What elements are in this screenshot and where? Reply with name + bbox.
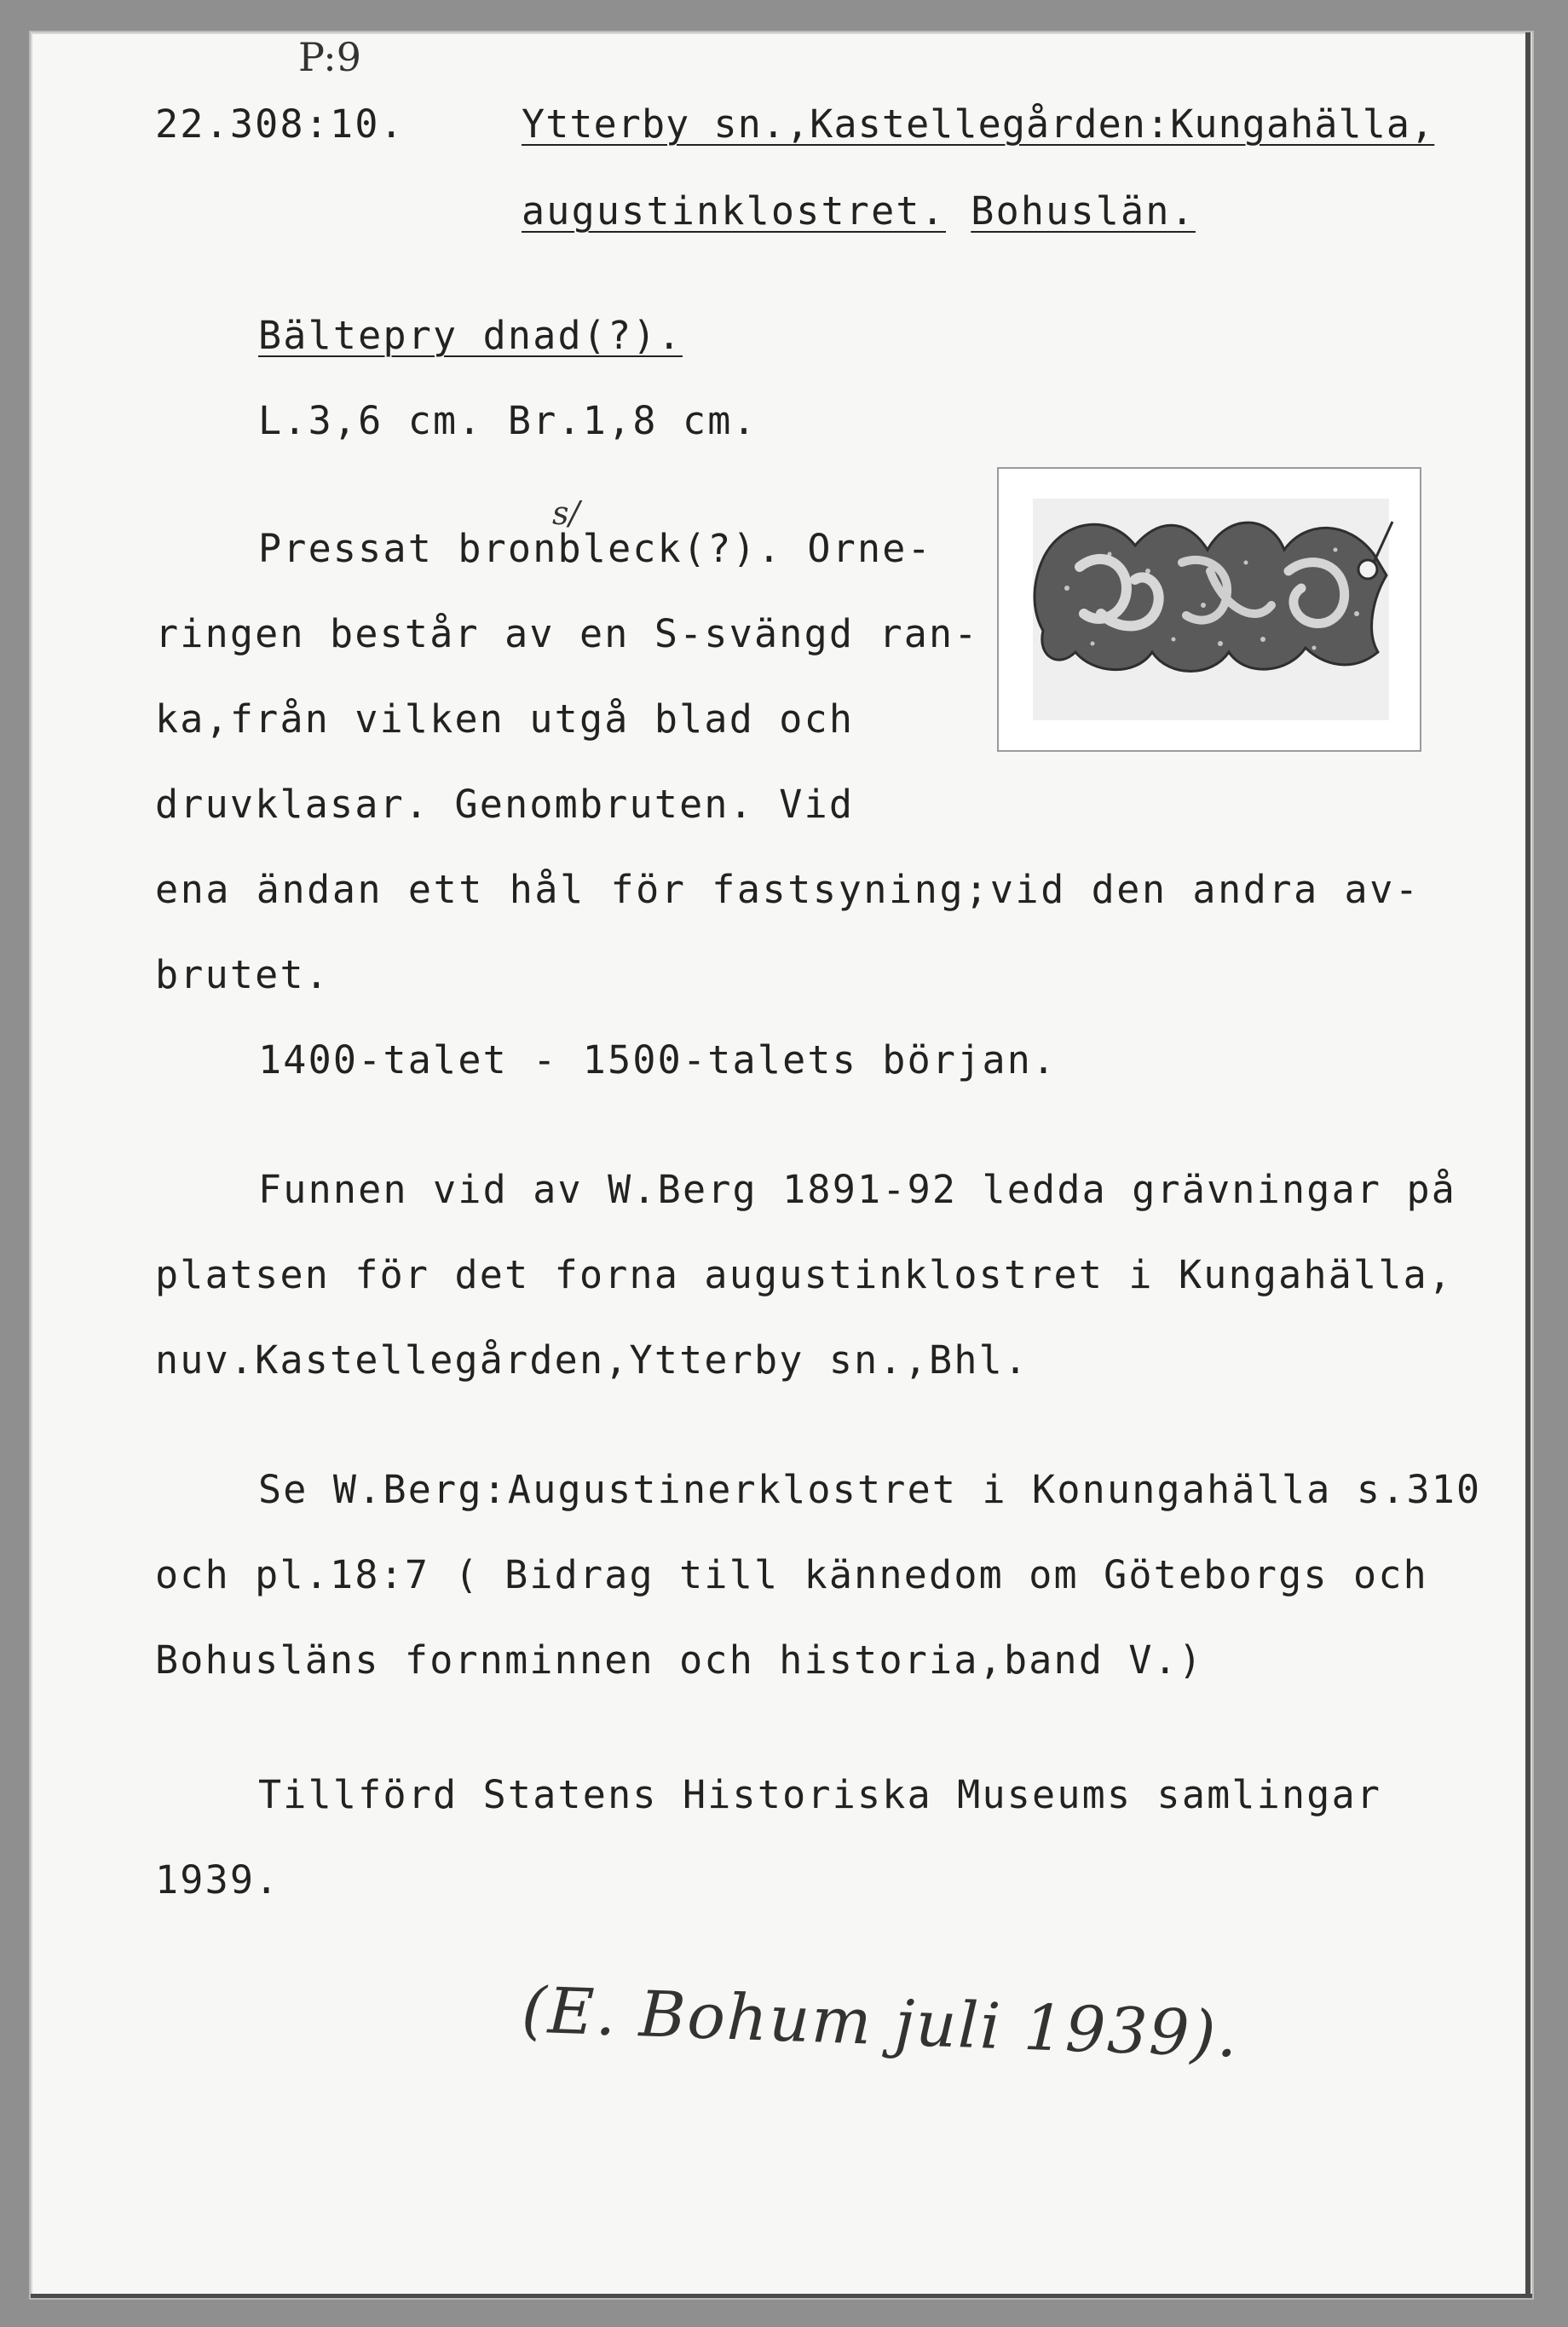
description-line: ena ändan ett hål för fastsyning;vid den andra av- bbox=[155, 867, 1421, 912]
belt-ornament-image bbox=[999, 469, 1420, 750]
description-line: ka,från vilken utgå blad och bbox=[155, 696, 855, 742]
correction-mark: s/ bbox=[552, 494, 580, 532]
dimensions: L.3,6 cm. Br.1,8 cm. bbox=[258, 398, 758, 443]
description-line: druvklasar. Genombruten. Vid bbox=[155, 782, 855, 827]
description-line: ringen består av en S-svängd ran- bbox=[155, 611, 979, 656]
object-photograph bbox=[997, 467, 1421, 752]
reference-line: och pl.18:7 ( Bidrag till kännedom om Göteborgs och bbox=[155, 1552, 1428, 1597]
reference-line: Se W.Berg:Augustinerklostret i Konungahälla s.310 bbox=[258, 1467, 1482, 1512]
find-line: Funnen vid av W.Berg 1891-92 ledda grävningar på bbox=[258, 1167, 1457, 1212]
location-line-2 bbox=[522, 189, 1196, 234]
find-line: nuv.Kastellegården,Ytterby sn.,Bhl. bbox=[155, 1337, 1029, 1383]
catalog-card bbox=[31, 32, 1532, 2298]
acquisition-line: 1939. bbox=[155, 1857, 280, 1903]
card-border-right bbox=[1525, 32, 1531, 2298]
location-province: Bohuslän. bbox=[971, 188, 1196, 234]
location-site: augustinklostret. bbox=[522, 188, 946, 234]
description-line: Pressat bronbleck(?). Orne- bbox=[258, 526, 932, 571]
card-border-bottom bbox=[31, 2294, 1532, 2298]
acquisition-line: Tillförd Statens Historiska Museums samlingar bbox=[258, 1772, 1382, 1817]
handwritten-signature: (E. Bohum juli 1939). bbox=[520, 1973, 1241, 2072]
reference-line: Bohusläns fornminnen och historia,band V.) bbox=[155, 1637, 1204, 1683]
description-line: brutet. bbox=[155, 952, 331, 997]
dating: 1400-talet - 1500-talets början. bbox=[258, 1037, 1058, 1083]
find-line: platsen för det forna augustinklostret i Kungahälla, bbox=[155, 1252, 1454, 1297]
top-mark: P:9 bbox=[298, 34, 362, 80]
location-line-1: Ytterby sn.,Kastellegården:Kungahälla, bbox=[522, 101, 1435, 147]
ornament-scroll bbox=[1035, 523, 1386, 671]
object-name: Bältepry dnad(?). bbox=[258, 313, 683, 358]
catalog-number: 22.308:10. bbox=[155, 101, 405, 147]
